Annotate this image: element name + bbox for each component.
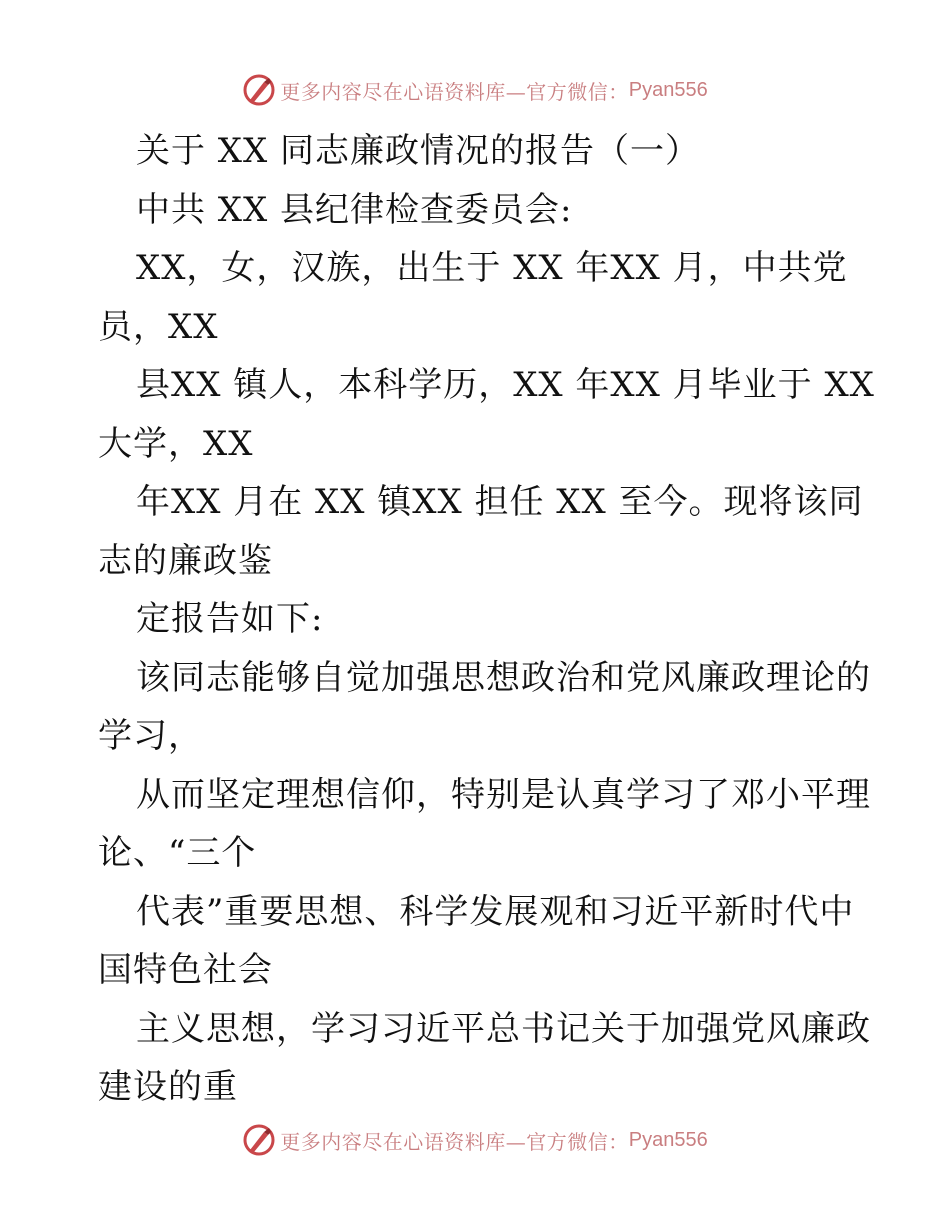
watermark-text: 更多内容尽在心语资料库—官方微信： <box>280 79 629 104</box>
watermark-text: 更多内容尽在心语资料库—官方微信： <box>280 1129 629 1154</box>
body-line: 该同志能够自觉加强思想政治和党风廉政理论的 <box>136 657 871 698</box>
body-line: 大学，XX <box>98 423 254 464</box>
body-line: XX，女，汉族，出生于 XX 年XX 月，中共党 <box>136 248 848 288</box>
pen-logo-icon <box>242 1123 276 1157</box>
document-body <box>98 122 875 1117</box>
pen-logo-icon <box>242 73 276 107</box>
watermark-handle: Pyan556 <box>628 78 708 101</box>
body-line: 论、“三个 <box>98 833 257 873</box>
watermark-handle: Pyan556 <box>628 1128 708 1151</box>
body-line: 员，XX <box>98 306 219 347</box>
body-line: 学习， <box>98 716 203 756</box>
body-line: 从而坚定理想信仰，特别是认真学习了邓小平理 <box>136 774 871 815</box>
body-line: 建设的重 <box>98 1067 238 1107</box>
body-line: 国特色社会 <box>98 950 273 990</box>
header-watermark <box>0 70 950 110</box>
body-line: 年XX 月在 XX 镇XX 担任 XX 至今。现将该同 <box>136 482 864 522</box>
body-line: 主义思想，学习习近平总书记关于加强党风廉政 <box>136 1008 871 1049</box>
body-line: 定报告如下: <box>136 599 324 639</box>
body-line: 县XX 镇人，本科学历，XX 年XX 月毕业于 XX <box>136 365 875 405</box>
addressee: 中共 XX 县纪律检查委员会: <box>136 189 573 230</box>
body-line: 志的廉政鉴 <box>98 540 273 581</box>
footer-watermark <box>0 1120 950 1160</box>
document-title: 关于 XX 同志廉政情况的报告（一） <box>136 131 701 171</box>
body-line: 代表”重要思想、科学发展观和习近平新时代中 <box>136 891 855 932</box>
